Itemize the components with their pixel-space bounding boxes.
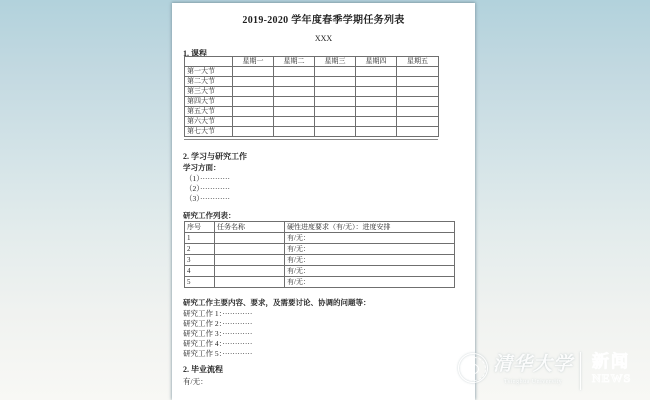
watermark-divider [580, 352, 581, 390]
row-number: 1 [185, 233, 215, 244]
task-name-cell [215, 233, 285, 244]
period-label: 第一大节 [185, 67, 233, 77]
requirement-cell: 有/无： [285, 255, 455, 266]
research-notes-label: 研究工作主要内容、要求，及需要讨论、协调的问题等： [183, 298, 371, 307]
requirement-cell: 有/无： [285, 266, 455, 277]
course-section-heading: 1. 课程 [183, 49, 207, 58]
course-cell [356, 107, 397, 117]
research-task-table [184, 221, 455, 288]
period-label: 第六大节 [185, 117, 233, 127]
task-name-cell [215, 277, 285, 288]
course-cell [356, 97, 397, 107]
task-name-cell [215, 255, 285, 266]
course-cell [315, 107, 356, 117]
course-cell [274, 87, 315, 97]
task-name-cell [215, 266, 285, 277]
task-name-cell [215, 244, 285, 255]
table-row [185, 255, 455, 266]
column-header-no: 序号 [185, 222, 215, 233]
course-cell [356, 127, 397, 137]
course-cell [397, 117, 439, 127]
course-cell [274, 127, 315, 137]
research-note-line: 研究工作 4：············ [183, 339, 253, 348]
study-item: （3）············ [185, 194, 230, 203]
period-label: 第三大节 [185, 87, 233, 97]
course-cell [233, 67, 274, 77]
course-cell [274, 107, 315, 117]
day-header: 星期四 [356, 57, 397, 67]
document-author: XXX [314, 34, 333, 43]
course-cell [356, 117, 397, 127]
course-cell [397, 127, 439, 137]
requirement-cell: 有/无： [285, 244, 455, 255]
course-cell [233, 77, 274, 87]
research-list-label: 研究工作列表： [183, 211, 236, 220]
course-cell [315, 77, 356, 87]
row-number: 2 [185, 244, 215, 255]
research-note-line: 研究工作 1：············ [183, 309, 253, 318]
watermark-university-name-en: Tsinghua University [503, 379, 563, 385]
table-row [185, 127, 439, 137]
course-cell [315, 67, 356, 77]
row-number: 4 [185, 266, 215, 277]
course-schedule-table [184, 56, 439, 137]
course-cell [315, 97, 356, 107]
course-cell [397, 67, 439, 77]
table-row [185, 67, 439, 77]
period-label: 第四大节 [185, 97, 233, 107]
watermark-news-label: 新闻 [592, 352, 630, 371]
course-cell [274, 67, 315, 77]
column-header-task: 任务名称 [215, 222, 285, 233]
study-section-heading: 2. 学习与研究工作 [183, 152, 247, 161]
course-cell [233, 117, 274, 127]
study-item: （1）············ [185, 174, 230, 183]
course-cell [233, 127, 274, 137]
graduation-section-heading: 2. 毕业流程 [183, 365, 223, 374]
table-row [185, 87, 439, 97]
course-cell [356, 67, 397, 77]
study-item: （2）············ [185, 184, 230, 193]
table-row [185, 277, 455, 288]
course-cell [233, 97, 274, 107]
course-cell [233, 107, 274, 117]
day-header: 星期五 [397, 57, 439, 67]
document-title: 2019-2020 学年度春季学期任务列表 [242, 15, 405, 26]
research-note-line: 研究工作 2：············ [183, 319, 253, 328]
table-row [185, 233, 455, 244]
course-cell [233, 87, 274, 97]
research-table-header-row [185, 222, 455, 233]
period-label: 第二大节 [185, 77, 233, 87]
watermark-university-name: 清华大学 [492, 354, 573, 375]
research-note-line: 研究工作 3：············ [183, 329, 253, 338]
row-number: 5 [185, 277, 215, 288]
table-row [185, 266, 455, 277]
requirement-cell: 有/无： [285, 277, 455, 288]
day-header: 星期二 [274, 57, 315, 67]
requirement-cell: 有/无： [285, 233, 455, 244]
course-table-header-row [185, 57, 439, 67]
table-row [185, 117, 439, 127]
course-cell [356, 87, 397, 97]
course-cell [356, 77, 397, 87]
period-label: 第五大节 [185, 107, 233, 117]
course-cell [397, 97, 439, 107]
period-label: 第七大节 [185, 127, 233, 137]
watermark-news-label-en: NEWS [592, 371, 632, 385]
graduation-value: 有/无： [183, 377, 208, 386]
tsinghua-seal-icon [458, 353, 488, 383]
course-cell [397, 107, 439, 117]
course-cell [315, 87, 356, 97]
course-cell [397, 87, 439, 97]
day-header: 星期三 [315, 57, 356, 67]
study-aspect-label: 学习方面： [183, 163, 221, 172]
day-header: 星期一 [233, 57, 274, 67]
table-row [185, 97, 439, 107]
course-cell [397, 77, 439, 87]
table-row [185, 107, 439, 117]
course-cell [274, 77, 315, 87]
course-cell [315, 117, 356, 127]
document-page [172, 3, 475, 400]
course-cell [274, 97, 315, 107]
course-table-outer-border [184, 139, 438, 140]
course-cell [315, 127, 356, 137]
table-row [185, 244, 455, 255]
column-header-requirement: 硬性进度要求（有/无）：进度安排 [285, 222, 455, 233]
research-note-line: 研究工作 5：············ [183, 349, 253, 358]
course-table-corner-cell [185, 57, 233, 67]
course-cell [274, 117, 315, 127]
table-row [185, 77, 439, 87]
row-number: 3 [185, 255, 215, 266]
